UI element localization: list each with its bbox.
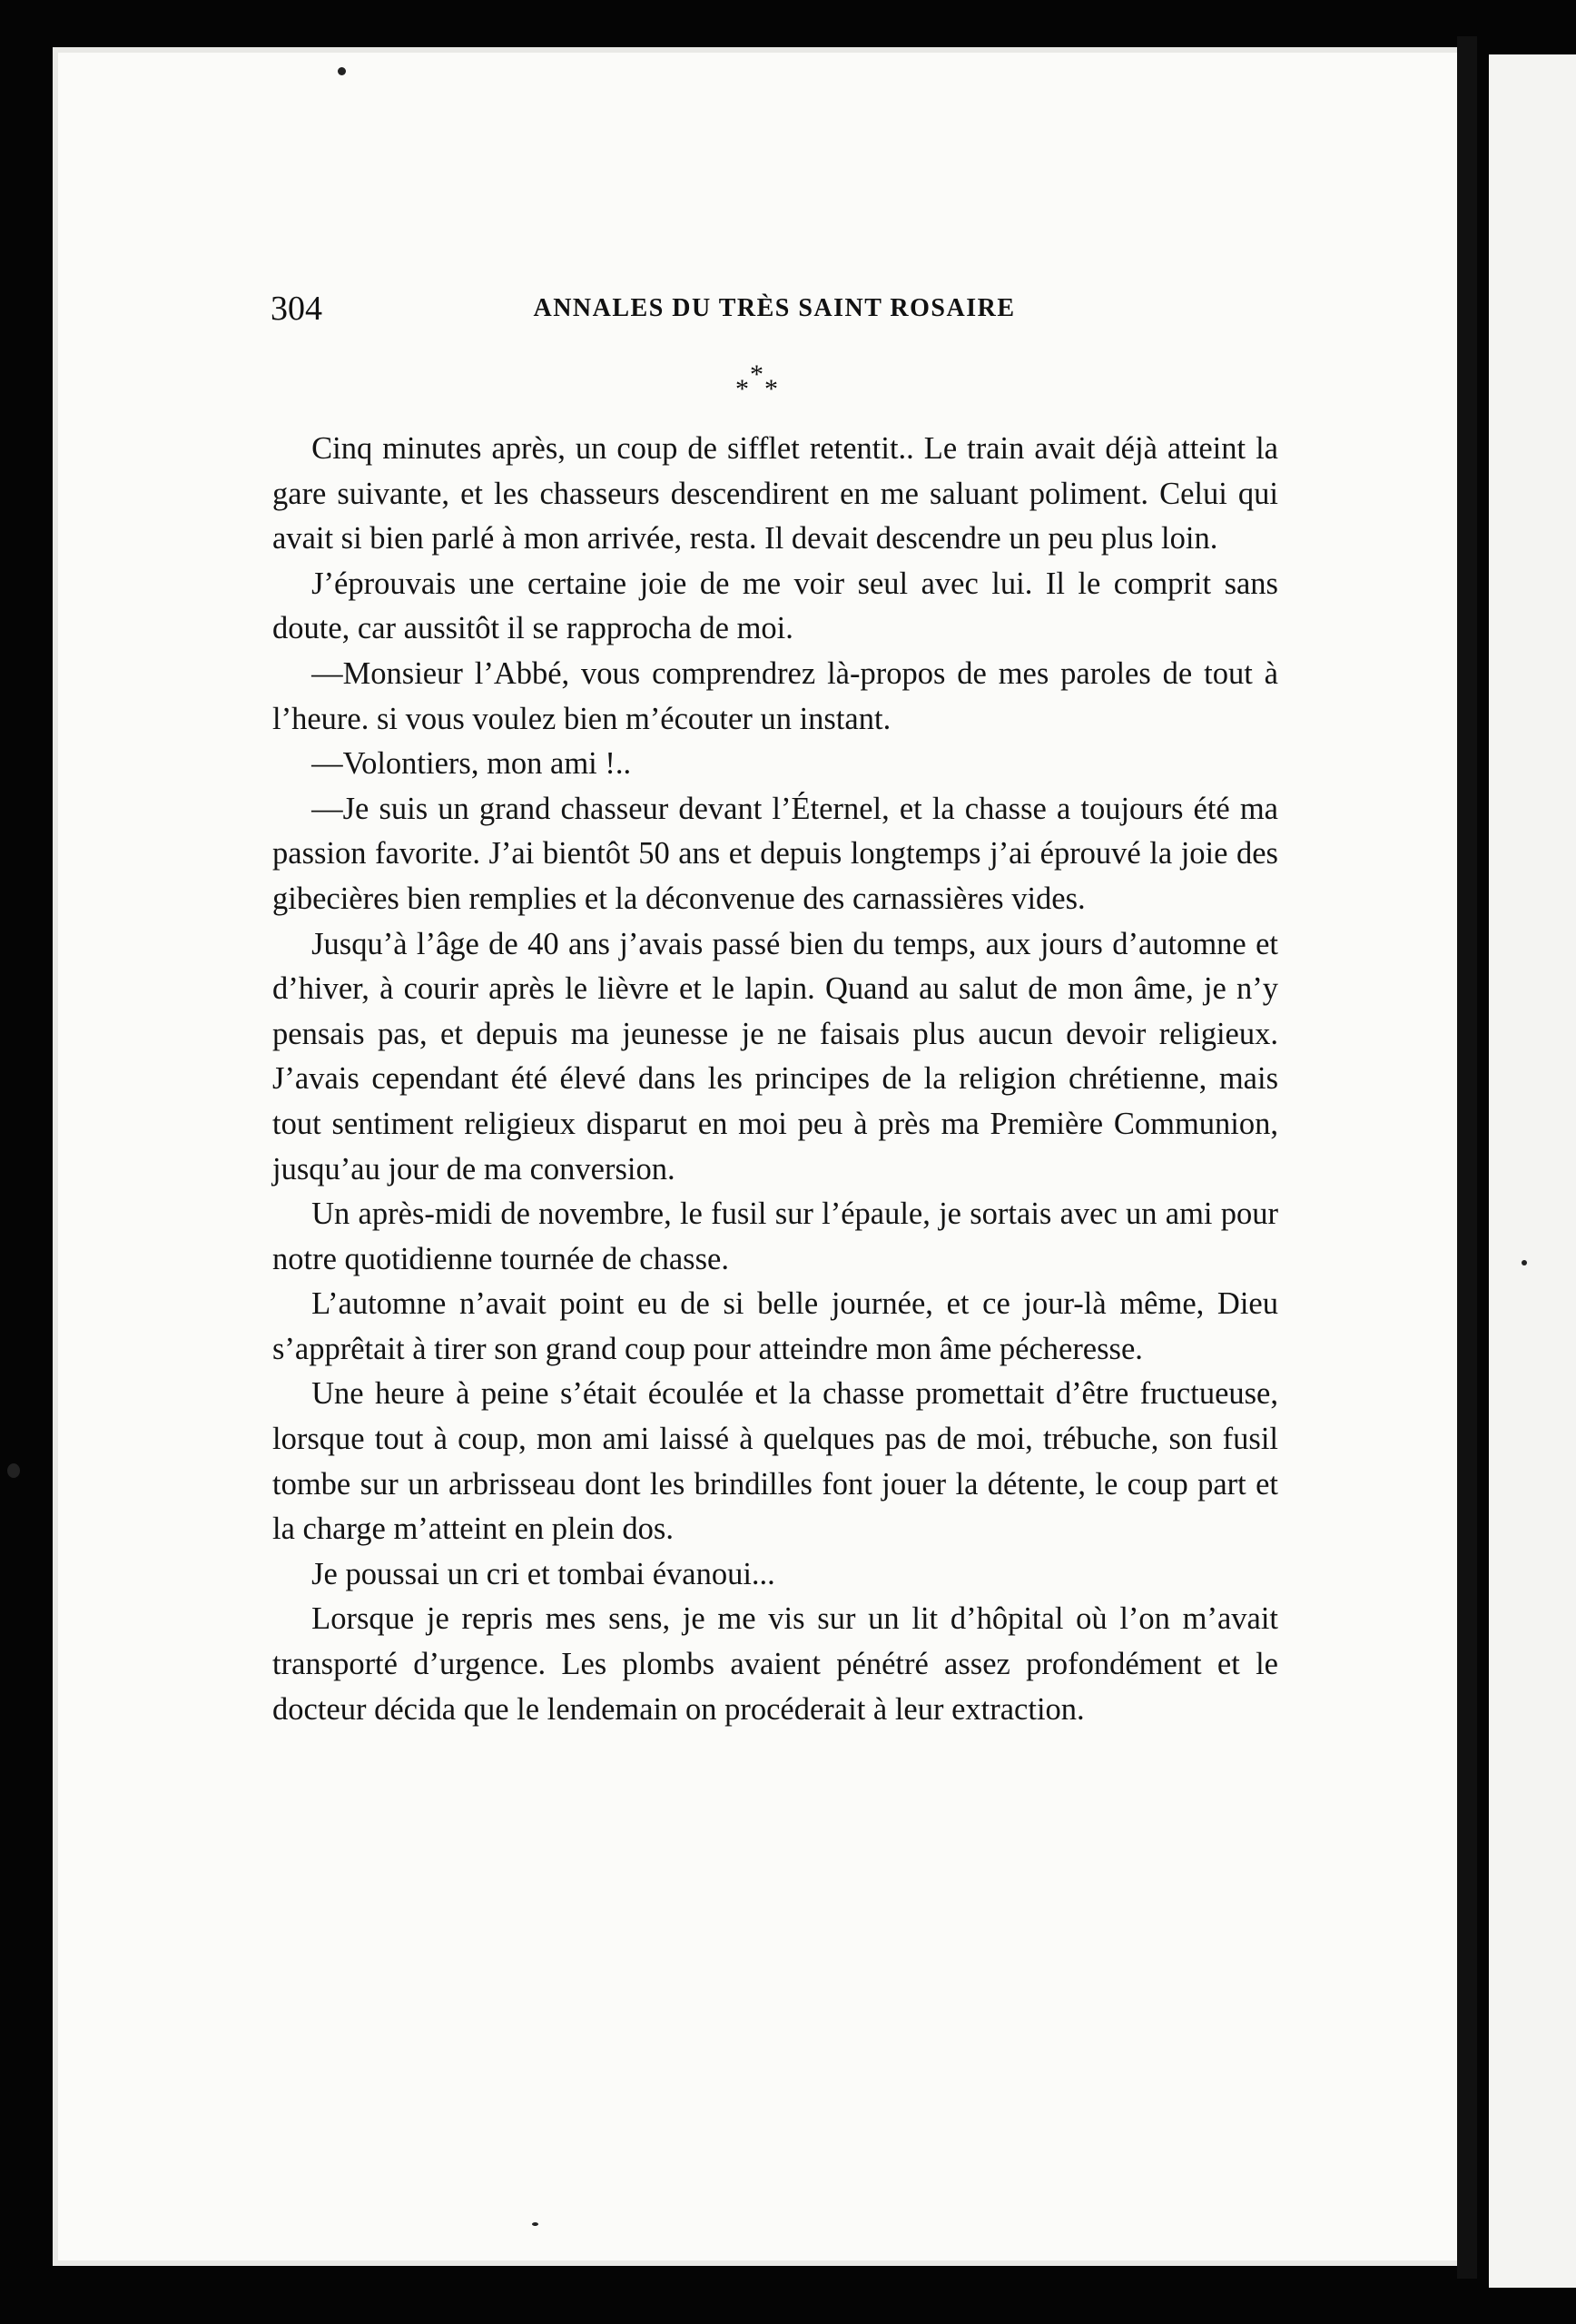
scan-speck (7, 1463, 20, 1478)
paragraph: J’éprouvais une certaine joie de me voir seul avec lui. Il le comprit sans doute, car aussitôt il se rapprocha de moi. (272, 566, 1278, 646)
asterism-star: * (735, 374, 749, 404)
scan-speck (338, 67, 346, 75)
paragraph: Lorsque je repris mes sens, je me vis sur un lit d’hôpital où l’on m’avait transporté d’urgence. Les plombs avaient pénétré assez profondément et le docteur décida que le lendemain on procéderait à leur extraction. (272, 1601, 1278, 1727)
paragraph: Un après-midi de novembre, le fusil sur l’épaule, je sortais avec un ami pour notre quotidienne tournée de chasse. (272, 1196, 1278, 1276)
asterism-star: * (764, 374, 778, 404)
book-gutter-shadow (1457, 36, 1477, 2279)
paragraph: —Monsieur l’Abbé, vous comprendrez là-propos de mes paroles de tout à l’heure. si vous voulez bien m’écouter un instant. (272, 655, 1278, 736)
paragraph: Je poussai un cri et tombai évanoui... (311, 1556, 775, 1591)
paragraph: Cinq minutes après, un coup de sifflet retentit.. Le train avait déjà atteint la gare suivante, et les chasseurs descendirent en me saluant poliment. Celui qui avait si bien parlé à mon arrivée, resta. Il devait descendre un peu plus loin. (272, 431, 1278, 556)
paragraph: —Je suis un grand chasseur devant l’Éternel, et la chasse a toujours été ma passion favorite. J’ai bientôt 50 ans et depuis longtemps j’ai éprouvé la joie des gibecières bien remplies et la déconvenue des carnassières vides. (272, 791, 1278, 916)
asterism-star: * (750, 359, 763, 389)
page-header (271, 289, 1278, 332)
paragraph: —Volontiers, mon ami !.. (311, 746, 632, 782)
page-number: 304 (271, 290, 322, 328)
paragraph: Jusqu’à l’âge de 40 ans j’avais passé bien du temps, aux jours d’automne et d’hiver, à courir après le lièvre et le lapin. Quand au salut de mon âme, je n’y pensais pas, et depuis ma jeunesse je ne faisais plus aucun devoir religieux. J’avais cependant été élevé dans les principes de la religion chrétienne, mais tout sentiment religieux disparut en moi peu à près ma Première Communion, jusqu’au jour de ma conversion. (272, 926, 1278, 1187)
body-text (272, 427, 1278, 1732)
paragraph: L’automne n’avait point eu de si belle journée, et ce jour-là même, Dieu s’apprêtait à tirer son grand coup pour atteindre mon âme pécheresse. (272, 1286, 1278, 1366)
running-title: ANNALES DU TRÈS SAINT ROSAIRE (533, 294, 1016, 322)
scan-speck (1522, 1260, 1527, 1265)
paragraph: Une heure à peine s’était écoulée et la chasse promettait d’être fructueuse, lorsque tout à coup, mon ami laissé à quelques pas de moi, trébuche, son fusil tombe sur un arbrisseau dont les brindilles font jouer la détente, le coup part et la charge m’atteint en plein dos. (272, 1376, 1278, 1547)
scan-speck (532, 2222, 538, 2226)
facing-page-edge (1489, 54, 1576, 2288)
